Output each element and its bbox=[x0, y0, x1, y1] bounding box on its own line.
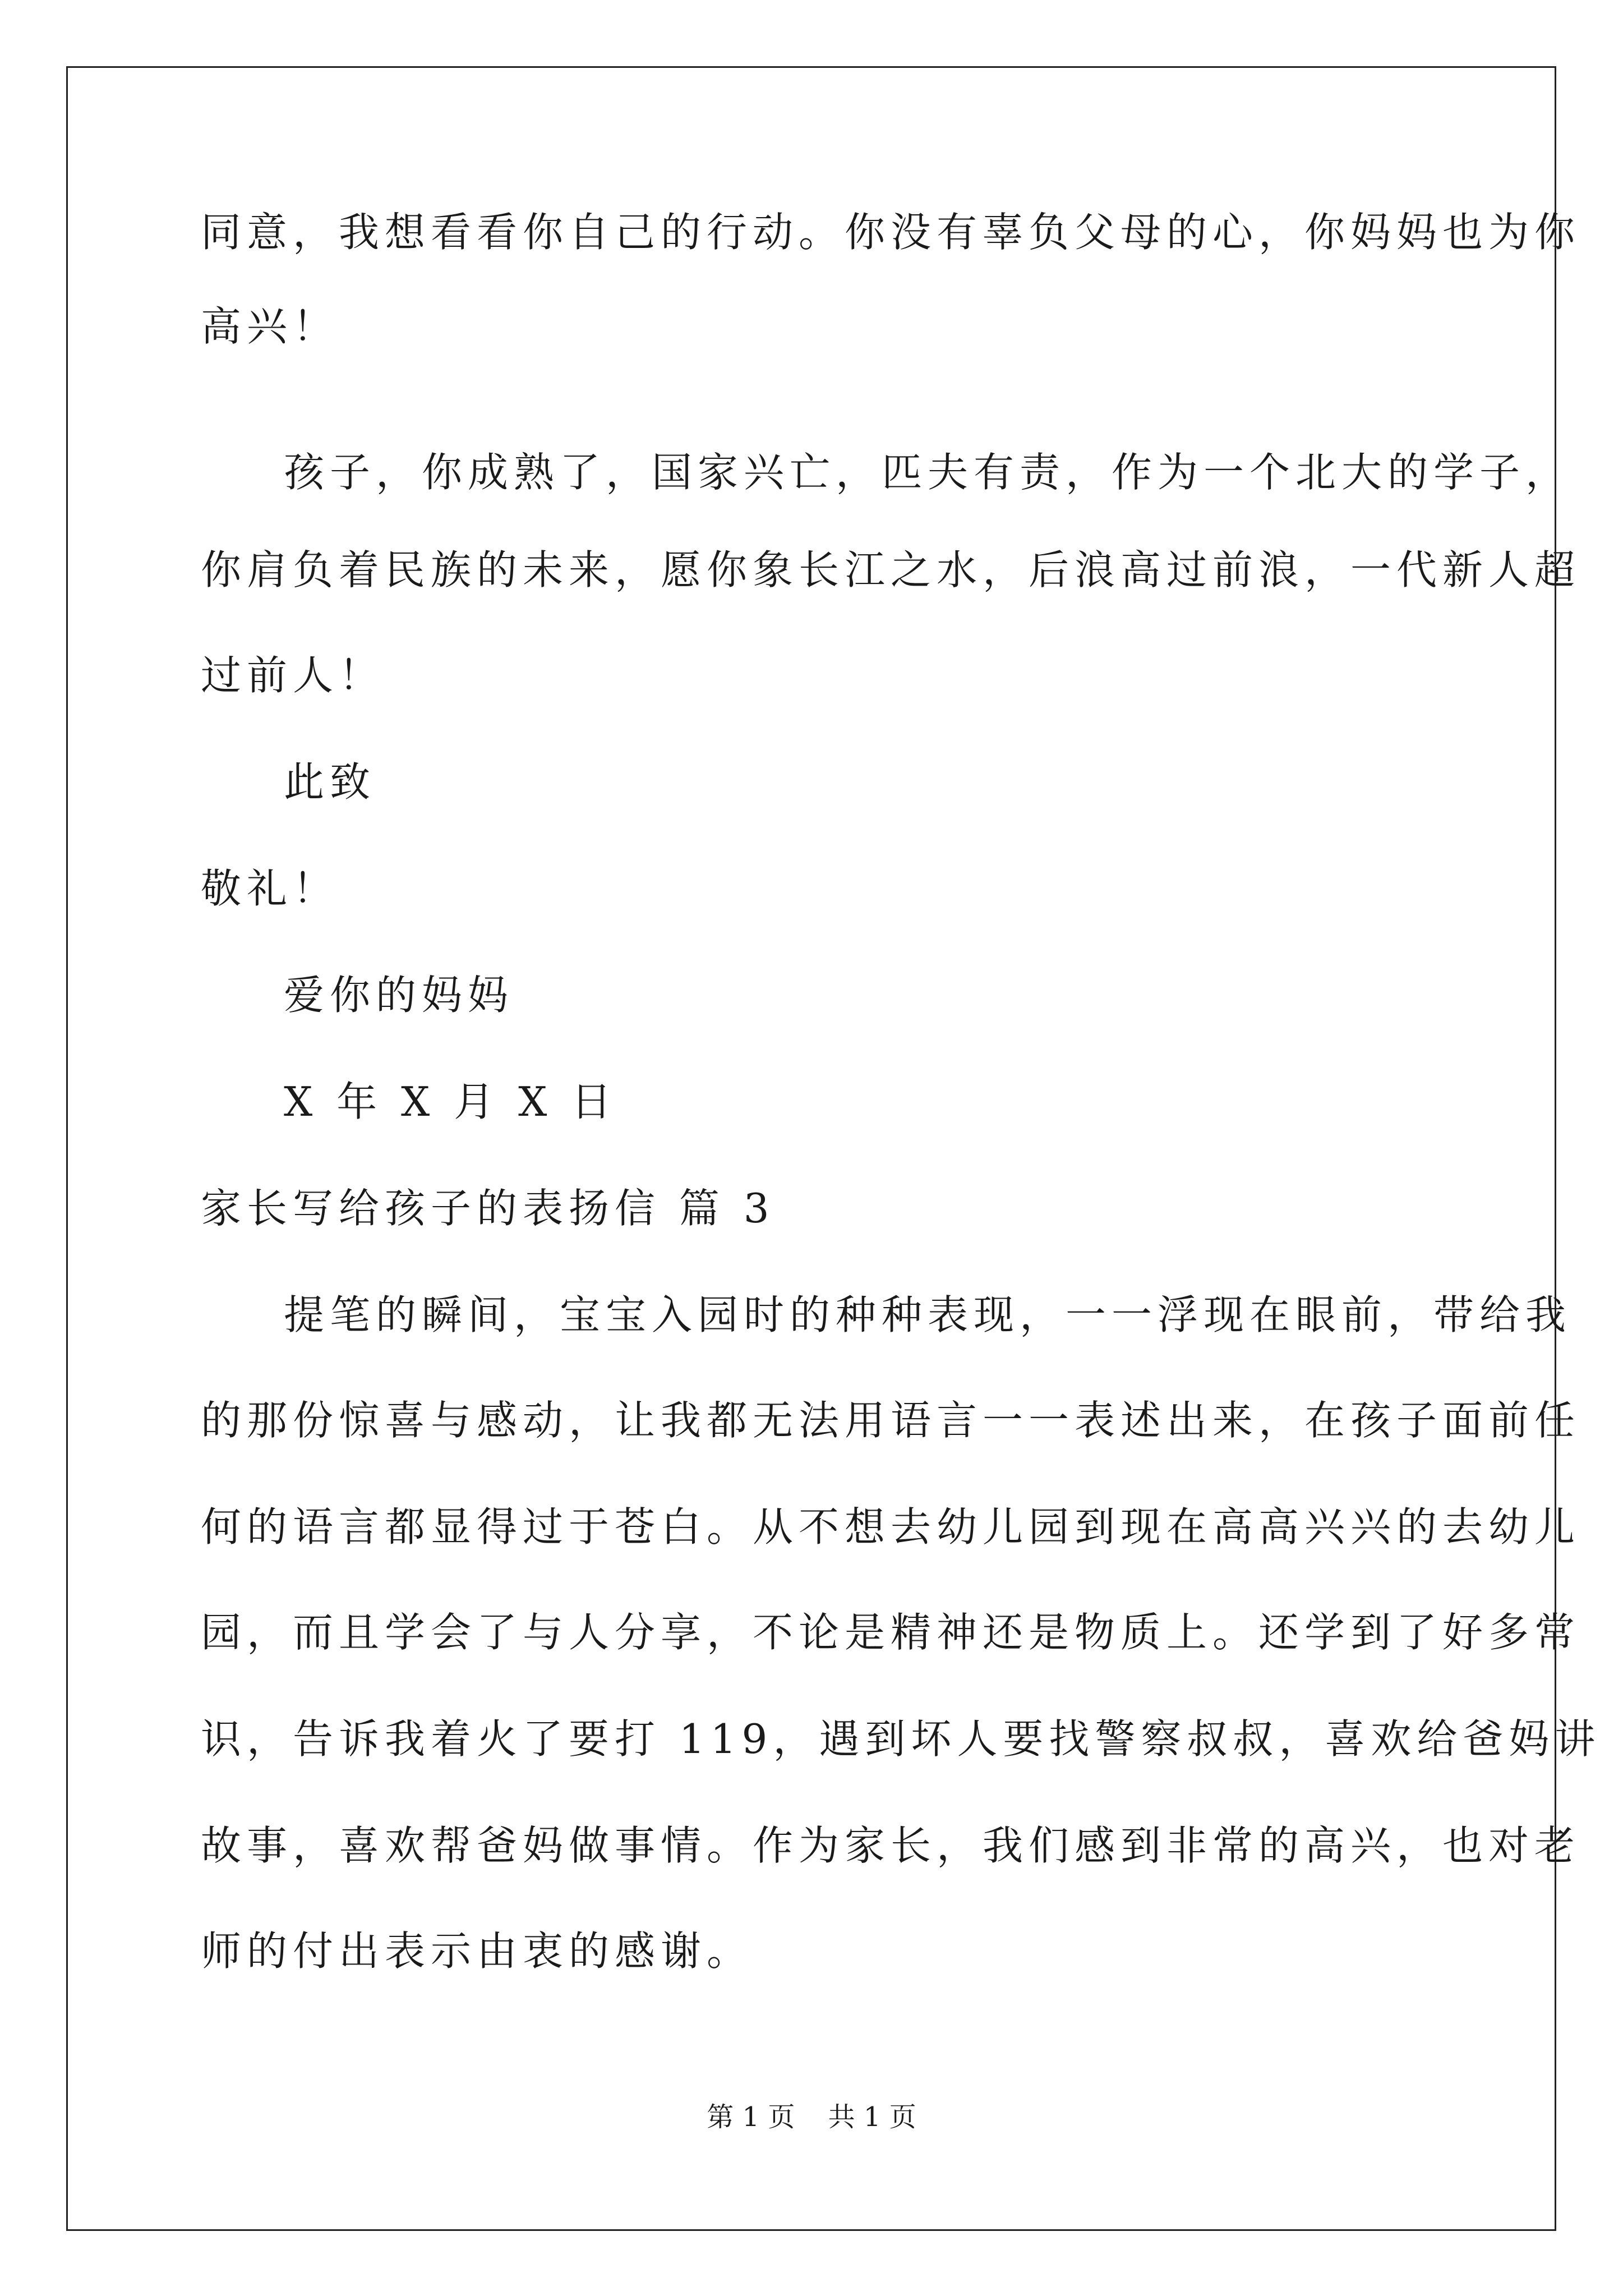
date-line: X 年 X 月 X 日 bbox=[284, 1078, 617, 1125]
salutation: 敬礼！ bbox=[201, 865, 339, 912]
page-number: 第 1 页 bbox=[707, 2101, 795, 2133]
text-line: 你肩负着民族的未来，愿你象长江之水，后浪高过前浪，一代新人超 bbox=[201, 546, 1581, 593]
text-line: 的那份惊喜与感动，让我都无法用语言一一表述出来，在孩子面前任 bbox=[201, 1397, 1581, 1444]
section-heading: 家长写给孩子的表扬信 篇 3 bbox=[201, 1185, 775, 1232]
text-line: 高兴！ bbox=[201, 303, 339, 350]
text-line: 识，告诉我着火了要打 119，遇到坏人要找警察叔叔，喜欢给爸妈讲 bbox=[201, 1715, 1601, 1763]
text-line: 同意，我想看看你自己的行动。你没有辜负父母的心，你妈妈也为你 bbox=[201, 209, 1581, 256]
closing-phrase: 此致 bbox=[284, 758, 376, 806]
text-line: 过前人！ bbox=[201, 652, 385, 699]
signature: 爱你的妈妈 bbox=[284, 972, 514, 1019]
text-line: 提笔的瞬间，宝宝入园时的种种表现，一一浮现在眼前，带给我 bbox=[284, 1291, 1572, 1338]
text-line: 故事，喜欢帮爸妈做事情。作为家长，我们感到非常的高兴，也对老 bbox=[201, 1822, 1581, 1869]
page-footer bbox=[0, 2095, 1623, 2134]
text-line: 何的语言都显得过于苍白。从不想去幼儿园到现在高高兴兴的去幼儿 bbox=[201, 1503, 1581, 1550]
page-border bbox=[66, 66, 1556, 2231]
text-line: 孩子，你成熟了，国家兴亡，匹夫有责，作为一个北大的学子， bbox=[284, 449, 1572, 496]
text-line: 园，而且学会了与人分享，不论是精神还是物质上。还学到了好多常 bbox=[201, 1609, 1581, 1656]
page-total: 共 1 页 bbox=[828, 2101, 916, 2133]
text-line: 师的付出表示由衷的感谢。 bbox=[201, 1927, 753, 1975]
